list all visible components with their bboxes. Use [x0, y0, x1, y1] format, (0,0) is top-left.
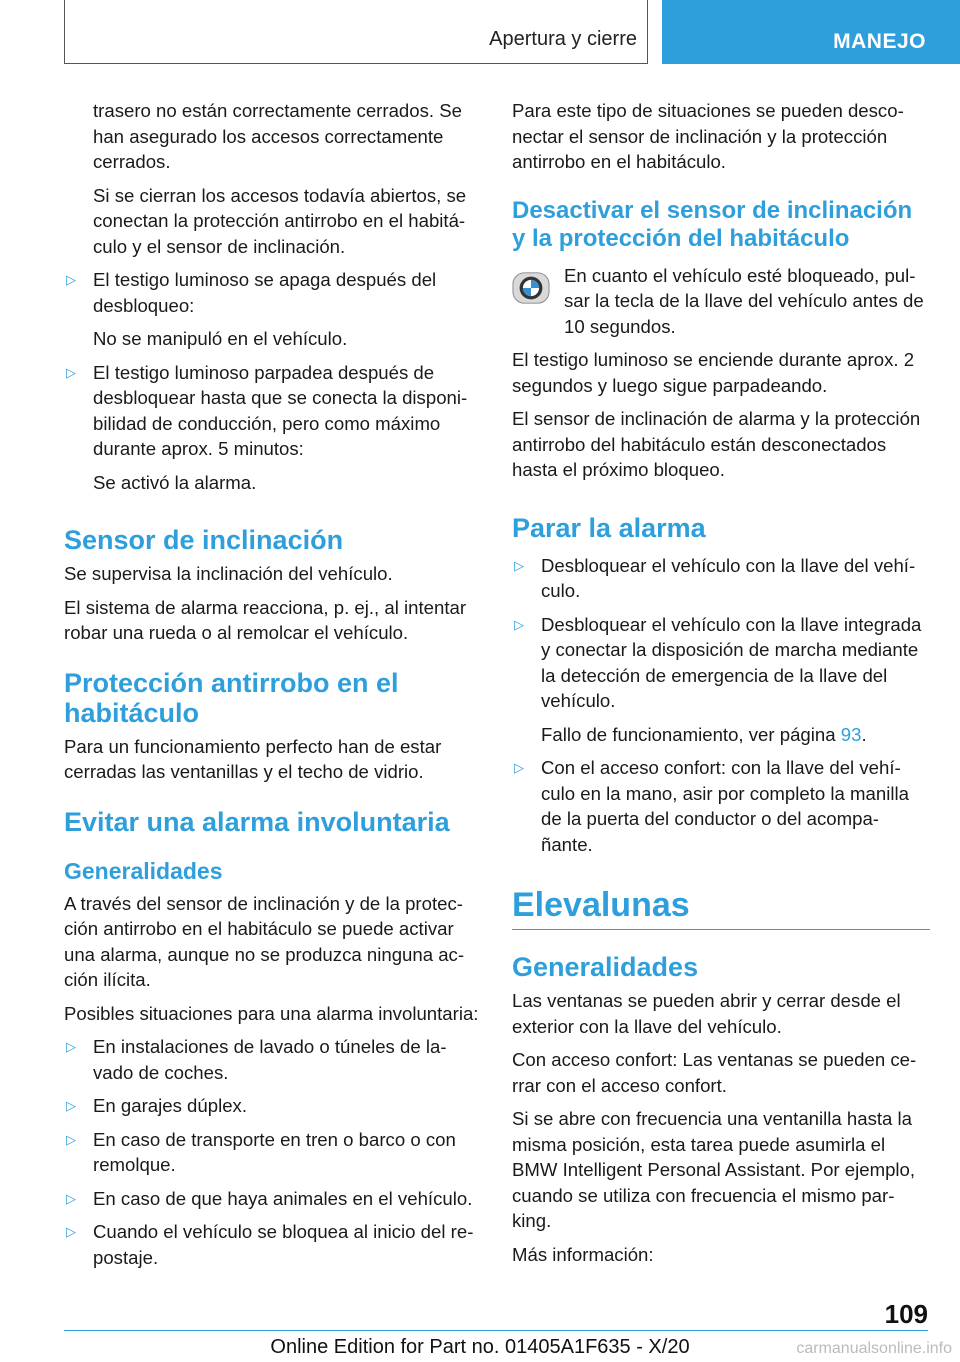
list-text: En garajes dúplex.	[93, 1095, 248, 1116]
bullet-item	[512, 755, 930, 857]
chapter-title: MANEJO	[833, 30, 926, 53]
paragraph: El sistema de alarma reacciona, p. ej., al intentar robar una rueda o al remolcar el vehículo.	[64, 596, 467, 643]
heading-desactivar: Desactivar el sensor de inclinación y la protección del habitáculo	[512, 196, 913, 252]
triangle-right-icon: ▷	[66, 1039, 76, 1054]
list-item	[64, 1034, 482, 1085]
subtext-end: .	[861, 723, 867, 745]
list-text: En caso de transporte en tren o barco o con remolque.	[93, 1128, 456, 1175]
header-frame	[64, 0, 648, 64]
heading-sensor: Sensor de inclinación	[64, 525, 344, 555]
bullet-text: El testigo luminoso se apaga después del desbloqueo:	[93, 269, 437, 316]
paragraph: Si se cierran los accesos todavía abiertos, se conectan la protección antirrobo en el habitá‐culo y el sensor de inclinación.	[93, 184, 467, 257]
heading-proteccion: Protección antirrobo en el habitáculo	[64, 667, 399, 728]
paragraph: A través del sensor de inclinación y de la protec‐ción antirrobo en el habitáculo se puede activar una alarma, aunque no se produzca ninguna ac‐ción ilícita.	[64, 892, 465, 990]
bullet-text: Desbloquear el vehículo con la llave integrada y conectar la disposición de marcha mediante la detección de emergencia de la llave del vehículo.	[541, 613, 922, 711]
triangle-right-icon: ▷	[66, 272, 76, 287]
paragraph: Para un funcionamiento perfecto han de estar cerradas las ventanillas y el techo de vidrio.	[64, 735, 442, 782]
bullet-text: Con el acceso confort: con la llave del vehí‐culo en la mano, asir por completo la manilla de la puerta del conductor o del acompa‐ñante.	[541, 757, 909, 855]
bullet-text: El testigo luminoso parpadea después de desbloquear hasta que se conecta la disponi‐bilidad de conducción, pero como máximo durante aprox. 5 minutos:	[93, 361, 468, 459]
triangle-right-icon: ▷	[66, 1131, 76, 1147]
heading-generalidades: Generalidades	[64, 857, 223, 884]
subtext: Fallo de funcionamiento, ver página	[541, 723, 841, 745]
bullet-subtext: Se activó la alarma.	[93, 471, 257, 493]
bullet-item	[64, 360, 482, 462]
triangle-right-icon: ▷	[514, 616, 524, 632]
page-link[interactable]: 93	[840, 723, 862, 745]
key-instruction	[512, 263, 930, 340]
section-title: Apertura y cierre	[489, 28, 637, 50]
triangle-right-icon: ▷	[66, 1190, 76, 1206]
left-column	[64, 98, 482, 1278]
heading-parar: Parar la alarma	[512, 512, 706, 543]
bullet-subtext	[512, 722, 930, 748]
paragraph: Más información:	[512, 1243, 654, 1265]
list-item	[64, 1127, 482, 1178]
footer-rule	[64, 1330, 928, 1331]
paragraph: Para este tipo de situaciones se pueden desco‐nectar el sensor de inclinación y la protección antirrobo en el habitáculo.	[512, 100, 904, 172]
triangle-right-icon: ▷	[514, 760, 524, 775]
paragraph: Posibles situaciones para una alarma involuntaria:	[64, 1002, 479, 1024]
heading-elevalunas: Elevalunas	[512, 886, 690, 924]
triangle-right-icon: ▷	[66, 1098, 76, 1113]
paragraph: Si se abre con frecuencia una ventanilla hasta la misma posición, esta tarea puede asumirla el BMW Intelligent Personal Assistant. Por ejemplo, cuando se utiliza con frecuencia el mismo par‐king.	[512, 1108, 916, 1231]
right-column	[512, 98, 930, 1275]
bullet-item	[64, 267, 482, 318]
paragraph: Con acceso confort: Las ventanas se pueden ce‐rrar con el acceso confort.	[512, 1049, 917, 1096]
bullet-subtext: No se manipuló en el vehículo.	[93, 328, 348, 349]
paragraph: El sensor de inclinación de alarma y la protección antirrobo del habitáculo están desconectados hasta el próximo bloqueo.	[512, 408, 921, 480]
footer-edition: Online Edition for Part no. 01405A1F635 - X/20	[270, 1336, 690, 1358]
bullet-text: Desbloquear el vehículo con la llave del vehí‐culo.	[541, 554, 916, 601]
heading-generalidades: Generalidades	[512, 952, 699, 982]
heading-rule	[512, 885, 930, 930]
list-item	[64, 1093, 482, 1119]
heading-evitar: Evitar una alarma involuntaria	[64, 806, 450, 837]
list-text: En caso de que haya animales en el vehículo.	[93, 1187, 473, 1209]
chapter-tab	[662, 0, 960, 64]
bullet-item	[512, 612, 930, 714]
list-text: En instalaciones de lavado o túneles de la‐vado de coches.	[93, 1036, 447, 1083]
bmw-key-icon	[512, 269, 550, 307]
triangle-right-icon: ▷	[66, 1224, 76, 1239]
triangle-right-icon: ▷	[66, 364, 76, 380]
watermark: carmanualsonline.info	[796, 1340, 952, 1357]
triangle-right-icon: ▷	[514, 557, 524, 573]
list-item	[64, 1219, 482, 1270]
paragraph: El testigo luminoso se enciende durante aprox. 2 segundos y luego sigue parpadeando.	[512, 349, 915, 396]
paragraph: trasero no están correctamente cerrados. Se han asegurado los accesos correctamente cerrados.	[93, 100, 462, 172]
paragraph: Se supervisa la inclinación del vehículo.	[64, 563, 393, 584]
paragraph: Las ventanas se pueden abrir y cerrar desde el exterior con la llave del vehículo.	[512, 990, 901, 1037]
page-number: 109	[884, 1299, 928, 1329]
bullet-item	[512, 553, 930, 604]
list-item	[64, 1186, 482, 1212]
paragraph: En cuanto el vehículo esté bloqueado, pul‐sar la tecla de la llave del vehículo antes de 10 segundos.	[564, 264, 924, 337]
list-text: Cuando el vehículo se bloquea al inicio del re‐postaje.	[93, 1221, 474, 1268]
